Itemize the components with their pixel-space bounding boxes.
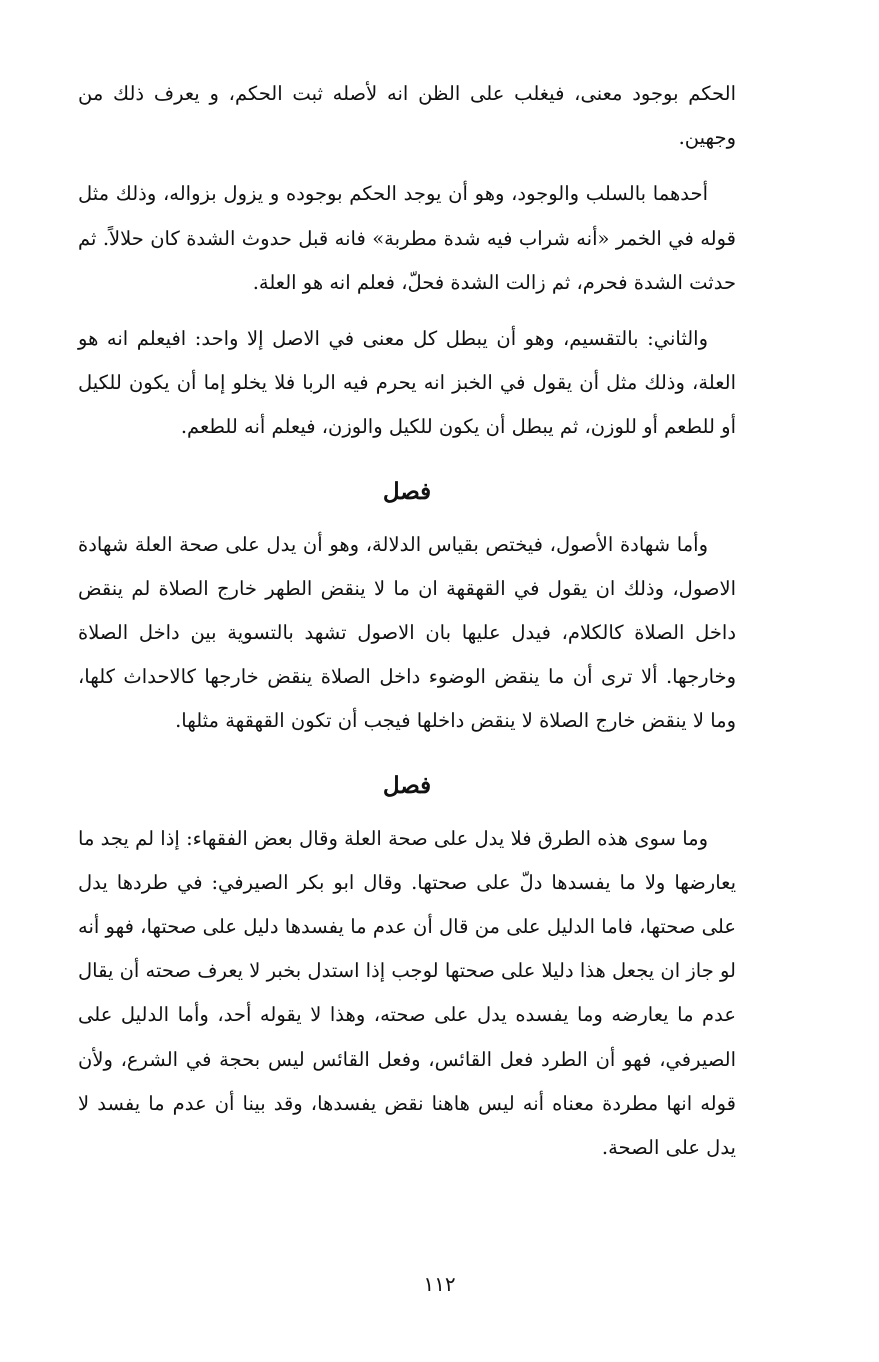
paragraph: أحدهما بالسلب والوجود، وهو أن يوجد الحكم بوجوده و يزول بزواله، وذلك مثل قوله في الخمر «أنه شراب فيه شدة مطربة» فانه قبل حدوث الشدة كان حلالاً. ثم حدثت الشدة فحرم، ثم زالت الشدة فحلّ، فعلم انه هو العلة. <box>78 182 736 294</box>
paragraph: والثاني: بالتقسيم، وهو أن يبطل كل معنى في الاصل إلا واحد: افيعلم انه هو العلة، وذلك مثل أن يقول في الخبز انه يحرم فيه الربا فلا يخلو إما أن يكون للكيل أو للطعم أو للوزن، ثم يبطل أن يكون للكيل والوزن، فيعلم أنه للطعم. <box>78 327 736 439</box>
page-number: ١١٢ <box>423 1272 456 1296</box>
page-body <box>78 72 736 1170</box>
paragraph: وأما شهادة الأصول، فيختص بقياس الدلالة، وهو أن يدل على صحة العلة شهادة الاصول، وذلك ان يقول في القهقهة ان ما لا ينقض الطهر خارج الصلاة لم ينقض داخل الصلاة كالكلام، فيدل عليها بان الاصول تشهد بالتسوية بين داخل الصلاة وخارجها. ألا ترى أن ما ينقض الوضوء داخل الصلاة ينقض خارجها كالاحداث كلها، وما لا ينقض خارج الصلاة لا ينقض داخلها فيجب أن تكون القهقهة مثلها. <box>78 532 736 733</box>
section-heading: فصل <box>382 477 432 505</box>
paragraph: الحكم بوجود معنى، فيغلب على الظن انه لأصله ثبت الحكم، و يعرف ذلك من وجهين. <box>78 82 736 150</box>
section-heading: فصل <box>382 771 432 799</box>
paragraph: وما سوى هذه الطرق فلا يدل على صحة العلة وقال بعض الفقهاء: إذا لم يجد ما يعارضها ولا ما يفسدها دلّ على صحتها. وقال ابو بكر الصيرفي: في طردها يدل على صحتها، فاما الدليل على من قال أن عدم ما يفسدها دليل على صحتها، فهو أنه لو جاز ان يجعل هذا دليلا على صحتها لوجب إذا استدل بخبر لا يعرف صحته أن يقال عدم ما يعارضه وما يفسده يدل على صحته، وهذا لا يقوله أحد، وأما الدليل على الصيرفي، فهو أن الطرد فعل القائس، وفعل القائس ليس بحجة في الشرع، ولأن قوله انها مطردة معناه أنه ليس هاهنا نقض يفسدها، وقد بينا أن عدم ما يفسد لا يدل على الصحة. <box>78 826 736 1160</box>
